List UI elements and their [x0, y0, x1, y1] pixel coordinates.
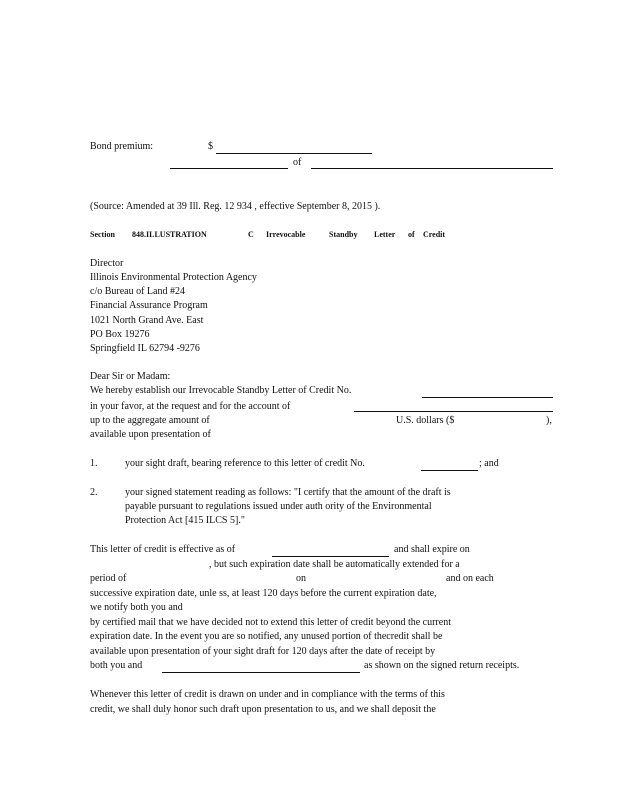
section-number: 848.ILLUSTRATION	[132, 230, 207, 239]
bond-of: of	[293, 157, 302, 168]
address-line: PO Box 19276	[90, 329, 150, 340]
section-word-of: of	[408, 230, 415, 239]
address-line: Director	[90, 258, 124, 269]
section-word-credit: Credit	[423, 230, 446, 239]
effective-date-line[interactable]	[272, 556, 389, 557]
para1-line-3a: period of	[90, 573, 127, 584]
source-note: (Source: Amended at 39 Ill. Reg. 12 934 , effective September 8, 2015 ).	[90, 201, 381, 212]
intro-line-4: available upon presentation of	[90, 429, 211, 440]
address-line: Financial Assurance Program	[90, 300, 208, 311]
bond-premium-line-b[interactable]	[311, 168, 553, 169]
item-2-line-3: Protection Act [415 ILCS 5]."	[125, 515, 245, 526]
para1-line-9a: both you and	[90, 660, 143, 671]
para1-line-3c: and on each	[446, 573, 494, 584]
bond-premium-line-a[interactable]	[170, 168, 288, 169]
item-2-number: 2.	[90, 487, 98, 498]
address-line: Illinois Environmental Protection Agency	[90, 272, 257, 283]
sight-draft-reference-line[interactable]	[421, 470, 478, 471]
para1-line-3b: on	[296, 573, 306, 584]
notify-party-line[interactable]	[162, 672, 360, 673]
para1-line-1b: and shall expire on	[394, 544, 470, 555]
address-line: Springfield IL 62794 -9276	[90, 343, 200, 354]
account-of-line[interactable]	[354, 411, 553, 412]
us-dollars-close: ),	[546, 415, 552, 426]
us-dollars-label: U.S. dollars ($	[396, 415, 455, 426]
intro-line-1: We hereby establish our Irrevocable Standby Letter of Credit No.	[90, 385, 352, 396]
intro-line-2: in your favor, at the request and for the account of	[90, 401, 291, 412]
item-2-line-1: your signed statement reading as follows: "I certify that the amount of the draft is	[125, 487, 451, 498]
bond-premium-label: Bond premium:	[90, 141, 154, 152]
section-word-standby: Standby	[329, 230, 358, 239]
salutation: Dear Sir or Madam:	[90, 371, 171, 382]
item-1-text: your sight draft, bearing reference to this letter of credit No.	[125, 458, 365, 469]
intro-line-3: up to the aggregate amount of	[90, 415, 210, 426]
para1-line-2: , but such expiration date shall be automatically extended for a	[209, 559, 460, 570]
letter-of-credit-number-line[interactable]	[422, 397, 553, 398]
section-word-letter: Letter	[374, 230, 396, 239]
para1-line-7: expiration date. In the event you are so notified, any unused portion of thecredit shall be	[90, 631, 443, 642]
bond-premium-amount-line[interactable]	[216, 153, 372, 154]
section-word-irrevocable: Irrevocable	[266, 230, 306, 239]
bond-dollar-sign: $	[208, 141, 213, 152]
para1-line-9b: as shown on the signed return receipts.	[364, 660, 520, 671]
section-letter: C	[248, 230, 254, 239]
item-1-end: ; and	[479, 458, 499, 469]
section-word: Section	[90, 230, 115, 239]
para1-line-1a: This letter of credit is effective as of	[90, 544, 236, 555]
para1-line-5: we notify both you and	[90, 602, 183, 613]
address-line: c/o Bureau of Land #24	[90, 286, 185, 297]
address-line: 1021 North Grand Ave. East	[90, 315, 204, 326]
para1-line-6: by certified mail that we have decided not to extend this letter of credit beyond the current	[90, 617, 451, 628]
para2-line-1: Whenever this letter of credit is drawn on under and in compliance with the terms of this	[90, 689, 445, 700]
item-1-number: 1.	[90, 458, 98, 469]
para2-line-2: credit, we shall duly honor such draft upon presentation to us, and we shall deposit the	[90, 704, 436, 715]
para1-line-8: available upon presentation of your sight draft for 120 days after the date of receipt by	[90, 646, 436, 657]
para1-line-4: successive expiration date, unle ss, at least 120 days before the current expiration date,	[90, 588, 437, 599]
item-2-line-2: payable pursuant to regulations issued under auth ority of the Environmental	[125, 501, 432, 512]
